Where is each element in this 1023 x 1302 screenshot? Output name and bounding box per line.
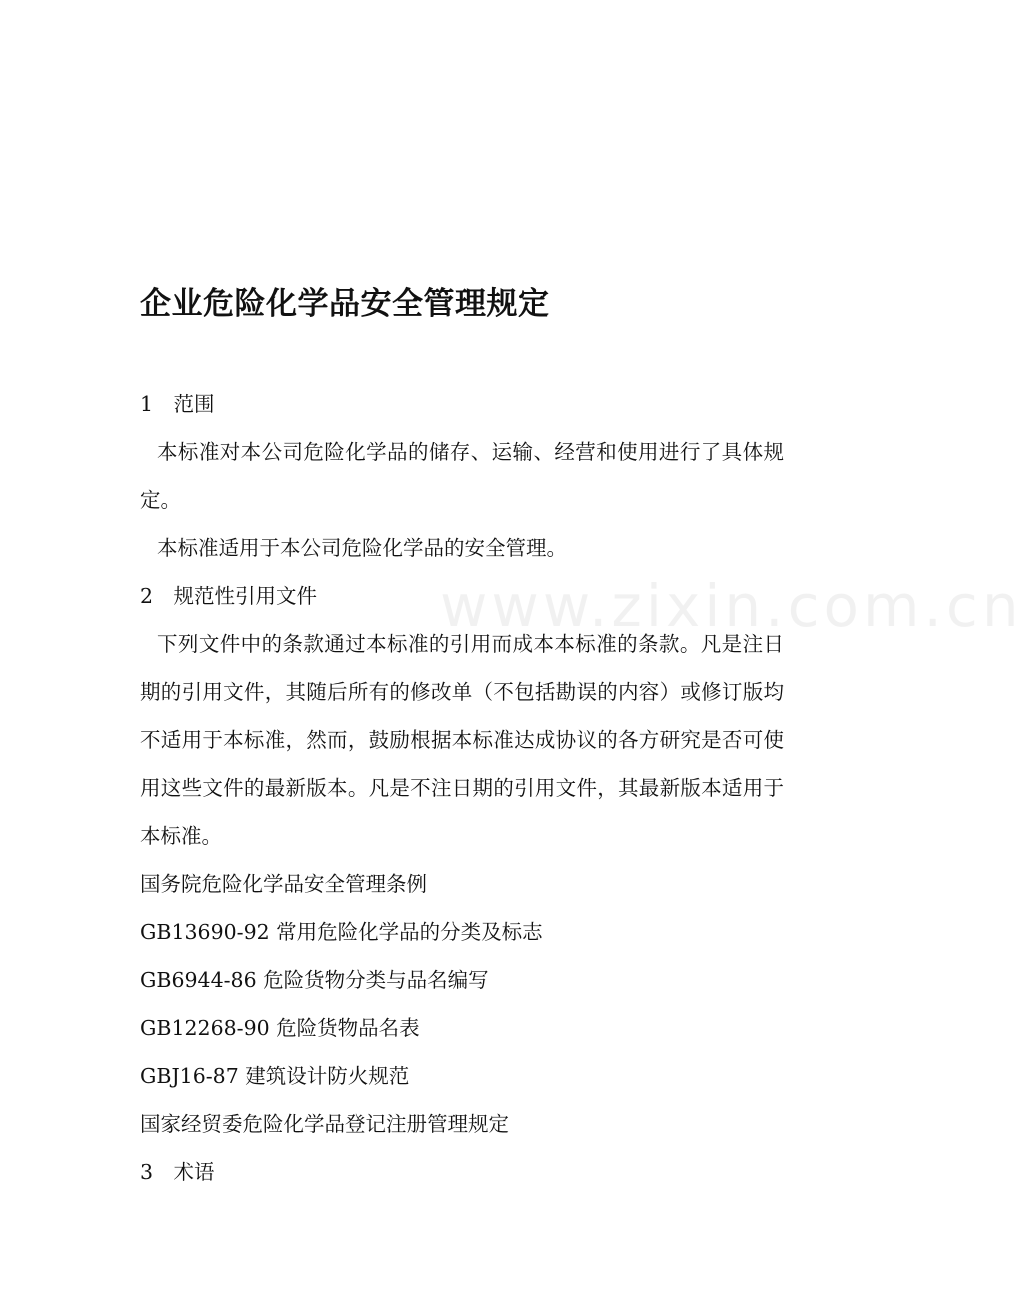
- section-3-heading: 3 术语: [140, 1160, 215, 1184]
- document-title: 企业危险化学品安全管理规定: [140, 286, 550, 322]
- reference-item: GB12268-90 危险货物品名表: [140, 1016, 420, 1040]
- section-2-paragraph: 下列文件中的条款通过本标准的引用而成本本标准的条款。凡是注日期的引用文件，其随后所有的修改单（不包括勘误的内容）或修订版均不适用于本标准，然而，鼓励根据本标准达成协议的各方研究是否可使用这些文件的最新版本。凡是不注日期的引用文件，其最新版本适用于本标准。: [140, 632, 784, 848]
- reference-item: GB6944-86 危险货物分类与品名编写: [140, 968, 489, 992]
- reference-item: GBJ16-87 建筑设计防火规范: [140, 1064, 410, 1088]
- section-1-heading: 1 范围: [140, 392, 215, 416]
- document-body: [140, 380, 784, 1196]
- watermark: www.zixin.com.cn: [440, 572, 1023, 640]
- reference-item: GB13690-92 常用危险化学品的分类及标志: [140, 920, 543, 944]
- reference-item: 国家经贸委危险化学品登记注册管理规定: [140, 1112, 509, 1136]
- section-1-paragraph-scope: 本标准对本公司危险化学品的储存、运输、经营和使用进行了具体规定。: [140, 440, 784, 512]
- section-2-heading: 2 规范性引用文件: [140, 584, 318, 608]
- section-1-paragraph-applicability: 本标准适用于本公司危险化学品的安全管理。: [157, 536, 567, 560]
- reference-item: 国务院危险化学品安全管理条例: [140, 872, 427, 896]
